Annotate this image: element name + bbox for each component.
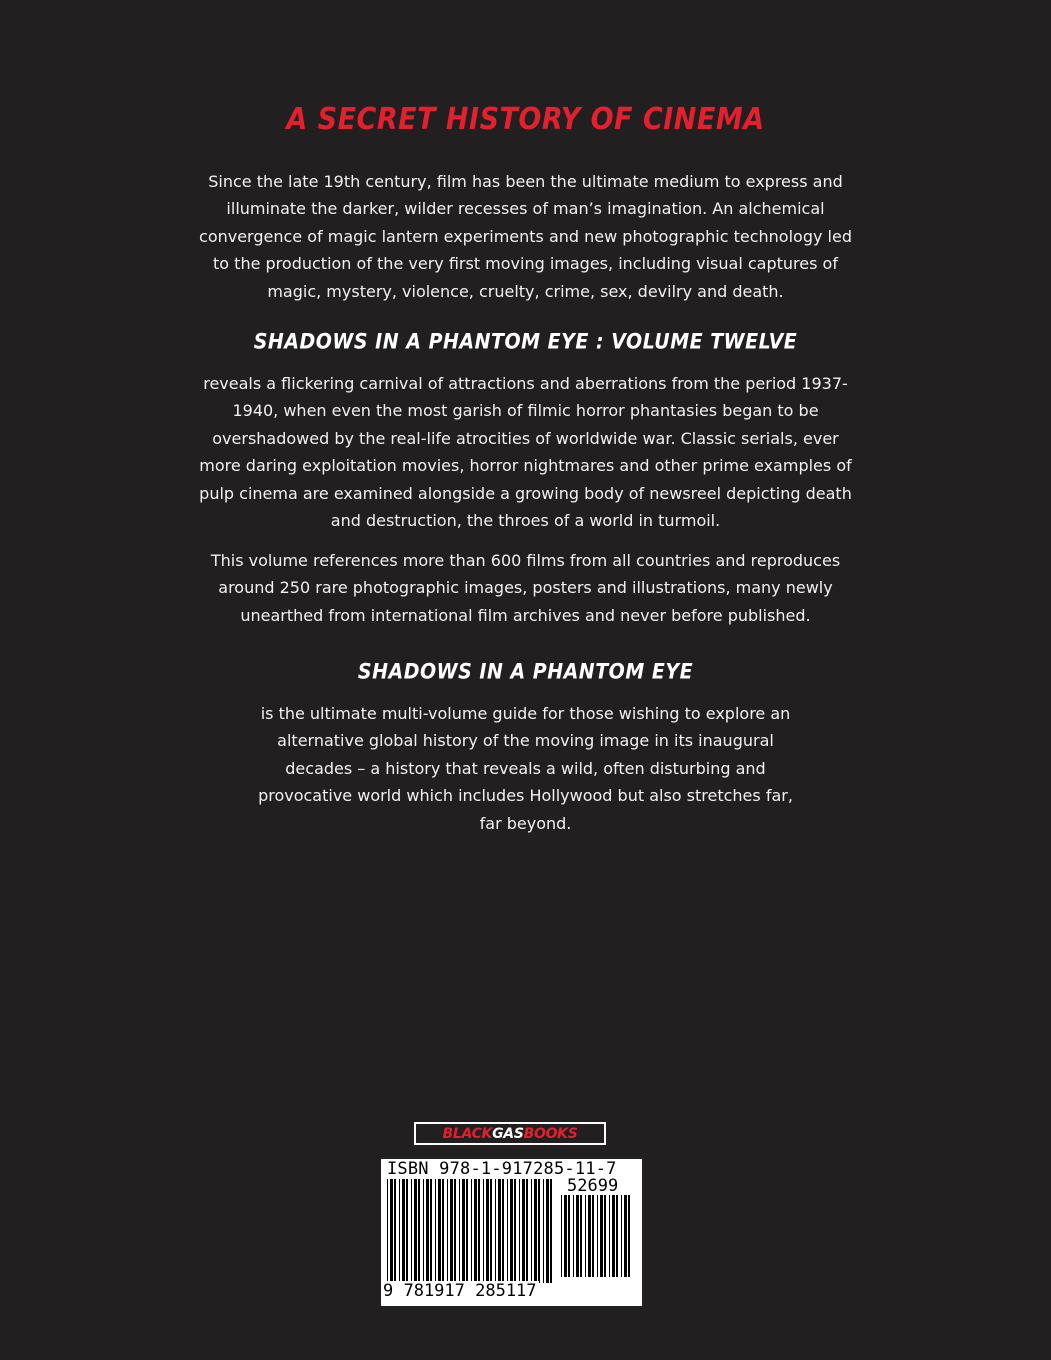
publisher-logo-books: BOOKS: [523, 1125, 578, 1142]
series-line: is the ultimate multi-volume guide for those wishing to explore an: [260, 704, 791, 723]
ean-digits: 9 781917 285117: [383, 1281, 537, 1301]
volume-line: reveals a flickering carnival of attractions and aberrations from the period 1937-: [203, 374, 848, 393]
series-paragraph: [0, 700, 1051, 837]
intro-line: to the production of the very first moving images, including visual captures of: [213, 254, 838, 274]
references-line: This volume references more than 600 films from all countries and reproduces: [210, 551, 841, 570]
isbn-label: ISBN 978-1-917285-11-7: [387, 1159, 617, 1179]
volume-line: and destruction, the throes of a world in turmoil.: [330, 511, 721, 531]
main-title: A SECRET HISTORY OF CINEMA: [286, 102, 765, 137]
publisher-logo: [414, 1122, 606, 1145]
intro-paragraph: [0, 168, 1051, 305]
publisher-logo-black: BLACK: [442, 1125, 493, 1142]
series-line: provocative world which includes Hollywood but also stretches far,: [258, 786, 793, 806]
intro-line: convergence of magic lantern experiments and new photographic technology led: [199, 226, 852, 246]
series-line: far beyond.: [479, 813, 572, 833]
series-title: SHADOWS IN A PHANTOM EYE: [357, 659, 694, 685]
series-line: decades – a history that reveals a wild, often disturbing and: [285, 758, 766, 778]
intro-line: Since the late 19th century, film has been the ultimate medium to express and: [208, 172, 843, 191]
volume-title: SHADOWS IN A PHANTOM EYE : VOLUME TWELVE: [253, 329, 798, 355]
references-line: around 250 rare photographic images, posters and illustrations, many newly: [218, 578, 833, 598]
intro-line: illuminate the darker, wilder recesses of man’s imagination. An alchemical: [226, 199, 825, 219]
volume-paragraph: [0, 370, 1051, 534]
intro-line: magic, mystery, violence, cruelty, crime, sex, devilry and death.: [267, 281, 784, 301]
references-paragraph: [0, 547, 1051, 629]
volume-line: 1940, when even the most garish of filmic horror phantasies began to be: [232, 401, 819, 421]
series-line: alternative global history of the moving image in its inaugural: [277, 731, 774, 751]
references-line: unearthed from international film archives and never before published.: [240, 605, 811, 625]
price-code: 52699: [567, 1176, 619, 1196]
volume-line: pulp cinema are examined alongside a growing body of newsreel depicting death: [199, 483, 852, 503]
volume-line: more daring exploitation movies, horror nightmares and other prime examples of: [199, 456, 852, 476]
volume-line: overshadowed by the real-life atrocities of worldwide war. Classic serials, ever: [212, 428, 839, 448]
publisher-logo-gas: GAS: [492, 1125, 524, 1142]
barcode-box: [381, 1159, 642, 1306]
